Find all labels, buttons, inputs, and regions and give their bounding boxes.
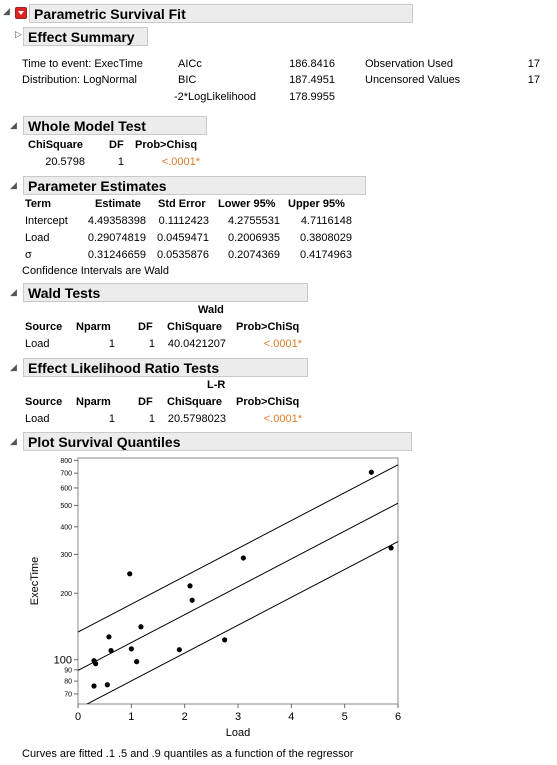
wald-chisquare: 40.0421207 xyxy=(167,338,226,350)
data-point xyxy=(134,659,139,664)
pe-estimate: 4.49358398 xyxy=(87,215,146,227)
red-triangle-menu-icon[interactable] xyxy=(15,7,27,19)
col-df: DF xyxy=(109,139,124,151)
y-tick-label: 600 xyxy=(60,485,72,493)
col-source: Source xyxy=(25,396,63,408)
collapse-triangle-icon[interactable]: ◢ xyxy=(10,287,17,297)
pe-stderr: 0.1112423 xyxy=(158,215,209,227)
col-nparm: Nparm xyxy=(76,396,111,408)
pe-stderr: 0.0459471 xyxy=(157,232,209,244)
wald-df: 1 xyxy=(148,338,155,350)
y-tick-label: 70 xyxy=(64,691,72,699)
report-title: Parametric Survival Fit xyxy=(29,4,413,23)
pe-term: Intercept xyxy=(25,215,68,227)
x-tick-label: 2 xyxy=(181,711,188,723)
data-point xyxy=(388,545,393,550)
obs-used-label: Observation Used xyxy=(365,58,454,70)
loglik-value: 178.9955 xyxy=(289,91,335,103)
x-axis-label: Load xyxy=(225,727,251,739)
data-point xyxy=(190,598,195,603)
pe-lower: 4.2755531 xyxy=(228,215,280,227)
x-tick-label: 1 xyxy=(128,711,135,723)
col-prob-chisq: Prob>ChiSq xyxy=(236,396,300,408)
y-axis-label: ExecTime xyxy=(29,556,41,606)
whole-model-test-header[interactable]: Whole Model Test xyxy=(23,116,207,135)
x-tick-label: 6 xyxy=(394,711,402,723)
col-upper95: Upper 95% xyxy=(288,198,345,210)
uncensored-label: Uncensored Values xyxy=(365,74,461,86)
y-tick-label: 800 xyxy=(60,457,72,465)
survival-quantile-plot xyxy=(0,452,557,742)
y-tick-label: 100 xyxy=(53,654,72,667)
pe-estimate: 0.29074819 xyxy=(87,232,146,244)
collapse-triangle-icon[interactable]: ◢ xyxy=(10,120,17,130)
collapse-triangle-icon[interactable]: ◢ xyxy=(10,436,17,446)
pe-lower: 0.2006935 xyxy=(228,232,280,244)
col-source: Source xyxy=(25,321,63,333)
uncensored-value: 17 xyxy=(527,74,540,86)
data-point xyxy=(127,571,132,576)
data-point xyxy=(106,634,111,639)
data-point xyxy=(187,583,192,588)
lr-chisquare: 20.5798023 xyxy=(167,413,226,425)
obs-used-value: 17 xyxy=(527,58,540,70)
data-point xyxy=(177,647,182,652)
col-chisquare: ChiSquare xyxy=(28,139,84,151)
y-tick-label: 90 xyxy=(64,667,72,675)
bic-value: 187.4951 xyxy=(289,74,335,86)
data-point xyxy=(241,555,246,560)
aicc-label: AICc xyxy=(178,58,202,70)
y-tick-label: 80 xyxy=(64,678,72,686)
data-point xyxy=(369,470,374,475)
wald-source: Load xyxy=(25,338,50,350)
wm-prob-value: <.0001* xyxy=(161,156,200,168)
col-df: DF xyxy=(138,321,153,333)
pe-term: σ xyxy=(25,249,32,261)
wm-chisquare-value: 20.5798 xyxy=(45,156,85,168)
ci-note: Confidence Intervals are Wald xyxy=(22,265,169,277)
loglik-label: -2*LogLikelihood xyxy=(174,91,256,103)
data-point xyxy=(105,682,110,687)
wald-nparm: 1 xyxy=(108,338,115,350)
x-tick-label: 3 xyxy=(234,711,242,723)
lr-col-top: L-R xyxy=(207,379,226,391)
y-tick-label: 400 xyxy=(60,524,72,532)
pe-upper: 4.7116148 xyxy=(300,215,352,227)
plot-caption: Curves are fitted .1 .5 and .9 quantiles as a function of the regressor xyxy=(22,748,354,760)
y-tick-label: 200 xyxy=(60,590,72,598)
bic-label: BIC xyxy=(178,74,197,86)
pe-lower: 0.2074369 xyxy=(228,249,280,261)
y-tick-label: 500 xyxy=(60,502,72,510)
col-chisquare: ChiSquare xyxy=(167,396,223,408)
wald-col-top: Wald xyxy=(198,304,224,316)
col-term: Term xyxy=(25,198,52,210)
pe-stderr: 0.0535876 xyxy=(157,249,209,261)
data-point xyxy=(108,648,113,653)
time-to-event-label: Time to event: ExecTime xyxy=(22,58,143,70)
pe-estimate: 0.31246659 xyxy=(87,249,146,261)
plot-survival-quantiles-header[interactable]: Plot Survival Quantiles xyxy=(23,432,412,451)
col-prob-chisq: Prob>ChiSq xyxy=(236,321,300,333)
pe-term: Load xyxy=(25,232,50,244)
col-df: DF xyxy=(138,396,153,408)
col-estimate: Estimate xyxy=(95,198,141,210)
lr-df: 1 xyxy=(148,413,155,425)
wald-tests-header[interactable]: Wald Tests xyxy=(23,283,308,302)
col-nparm: Nparm xyxy=(76,321,111,333)
col-lower95: Lower 95% xyxy=(218,198,276,210)
data-point xyxy=(222,637,227,642)
expand-triangle-icon[interactable]: ▷ xyxy=(15,29,22,39)
lr-prob: <.0001* xyxy=(263,413,302,425)
lr-nparm: 1 xyxy=(108,413,115,425)
y-tick-label: 300 xyxy=(60,551,72,559)
plot-frame xyxy=(78,458,398,704)
col-chisquare: ChiSquare xyxy=(167,321,223,333)
data-point xyxy=(91,683,96,688)
wm-df-value: 1 xyxy=(117,156,124,168)
x-tick-label: 0 xyxy=(74,711,82,723)
y-tick-label: 700 xyxy=(60,470,72,478)
wald-prob: <.0001* xyxy=(263,338,302,350)
x-tick-label: 4 xyxy=(288,711,295,723)
data-point xyxy=(129,646,134,651)
pe-upper: 0.3808029 xyxy=(300,232,352,244)
lr-tests-header[interactable]: Effect Likelihood Ratio Tests xyxy=(23,358,308,377)
effect-summary-header[interactable]: Effect Summary xyxy=(23,27,148,46)
distribution-label: Distribution: LogNormal xyxy=(22,74,137,86)
data-point xyxy=(138,624,143,629)
col-std-error: Std Error xyxy=(158,198,206,210)
x-tick-label: 5 xyxy=(341,711,348,723)
col-prob-chisq: Prob>Chisq xyxy=(135,139,198,151)
aicc-value: 186.8416 xyxy=(289,58,335,70)
collapse-triangle-icon[interactable]: ◢ xyxy=(10,180,17,190)
parameter-estimates-header[interactable]: Parameter Estimates xyxy=(23,176,366,195)
collapse-triangle-icon[interactable]: ◢ xyxy=(3,6,10,16)
pe-upper: 0.4174963 xyxy=(300,249,352,261)
collapse-triangle-icon[interactable]: ◢ xyxy=(10,362,17,372)
data-point xyxy=(93,661,98,666)
lr-source: Load xyxy=(25,413,50,425)
